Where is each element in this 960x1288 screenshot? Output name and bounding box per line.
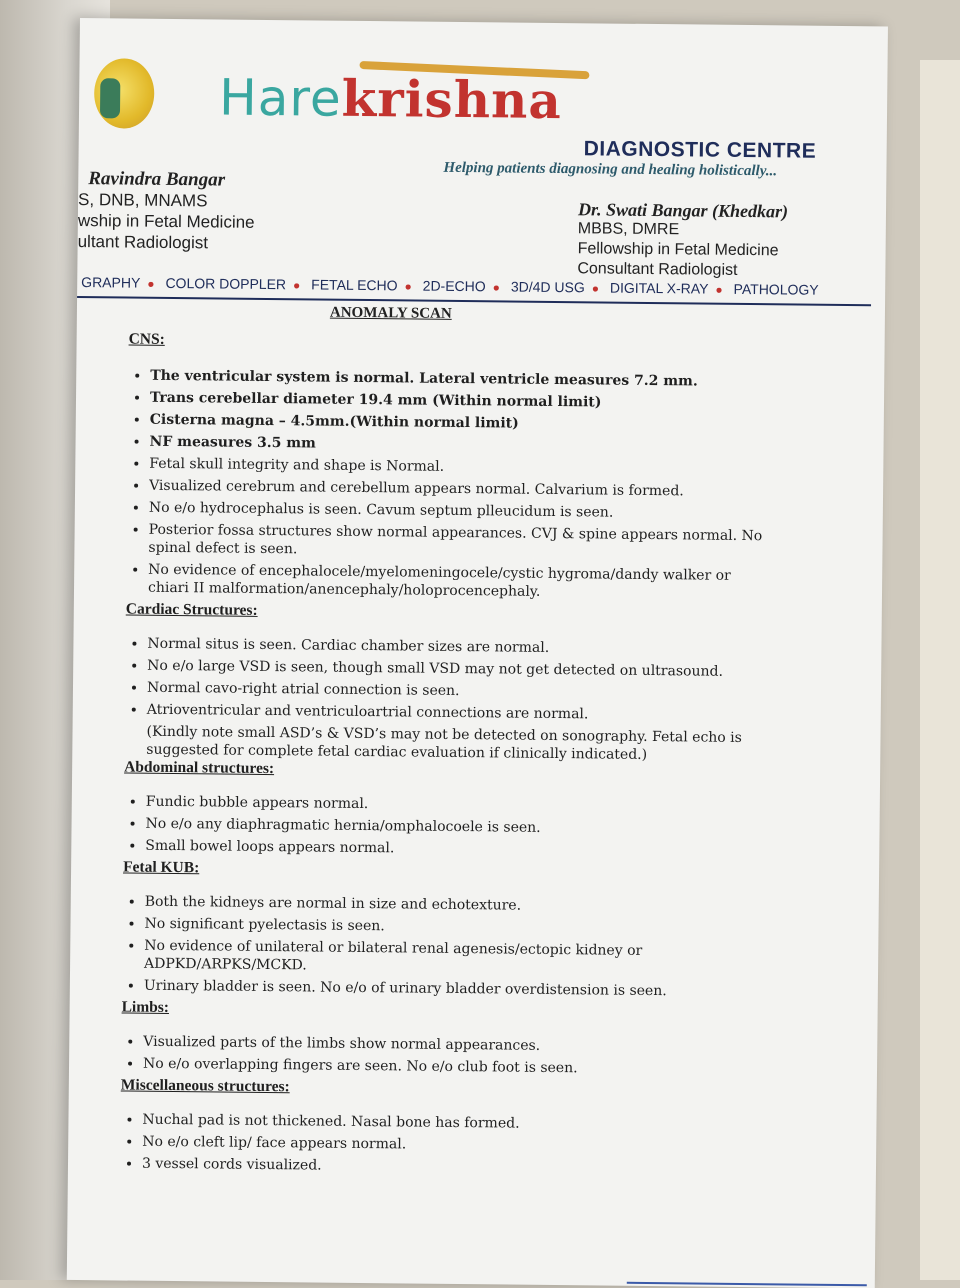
cardiac-note: (Kindly note small ASD’s & VSD’s may not be detected on sonography. Fetal echo is suggested for complete fetal cardiac evaluation if clinically indicated.) [146,723,742,763]
brand-name [219,67,562,130]
centre-name: DIAGNOSTIC CENTRE [583,137,817,163]
abdominal-list [123,793,764,862]
list-item: • The ventricular system is normal. Lateral ventricle measures 7.2 mm. [150,367,768,391]
list-item: • Normal situs is seen. Cardiac chamber sizes are normal. [147,635,765,659]
list-item: • No e/o hydrocephalus is seen. Cavum septum plleucidum is seen. [149,499,767,523]
service-item: DIGITAL X-RAY [609,279,709,297]
list-item: • NF measures 3.5 mm [149,433,767,457]
list-item: • Posterior fossa structures show normal appearances. CVJ & spine appears normal. No spinal defect is seen. [148,521,766,563]
service-item: GRAPHY [81,274,141,291]
doctor-right-block [577,199,788,281]
krishna-logo-icon [94,58,155,129]
doctor-left-block [78,168,299,254]
list-item: • Atrioventricular and ventriculoartrial connections are normal. [147,701,765,725]
footer-rule [627,1282,867,1287]
section-heading-abdominal: Abdominal structures: [124,758,275,778]
service-item: PATHOLOGY [733,280,819,298]
section-heading-misc: Miscellaneous structures: [120,1076,290,1096]
list-item: • Cisterna magna – 4.5mm.(Within normal limit) [150,411,768,435]
service-item: FETAL ECHO [311,276,398,294]
list-item: • Nuchal pad is not thickened. Nasal bone has formed. [142,1111,760,1135]
list-item: • No evidence of unilateral or bilateral renal agenesis/ectopic kidney or ADPKD/ARPKS/MCKD. [144,937,762,979]
list-item: • Normal cavo-right atrial connection is seen. [147,679,765,703]
section-heading-kub: Fetal KUB: [123,858,200,877]
doctor-right-fellowship: Fellowship in Fetal Medicine [577,240,779,260]
doctor-left-role: ultant Radiologist [77,231,209,253]
cns-list [126,367,768,604]
section-heading-limbs: Limbs: [121,998,170,1016]
list-item: • 3 vessel cords visualized. [142,1155,760,1179]
list-item: • Visualized parts of the limbs show normal appearances. [143,1033,761,1057]
limbs-list [121,1032,761,1079]
kub-list [122,892,763,1001]
section-heading-cns: CNS: [128,330,165,348]
doctor-left-name: Ravindra Bangar [88,168,226,191]
tagline: Helping patients diagnosing and healing holistically... [443,159,778,180]
service-item: 3D/4D USG [510,278,585,296]
brand-krishna: krishna [341,68,563,131]
list-item: • Urinary bladder is seen. No e/o of urinary bladder overdistension is seen. [144,977,762,1001]
report-title: ANOMALY SCAN [329,304,452,322]
list-item: • No e/o cleft lip/ face appears normal. [142,1133,760,1157]
brand-hare: Hare [218,68,342,128]
list-item: • No e/o any diaphragmatic hernia/omphalocoele is seen. [145,815,763,839]
list-item: • No significant pyelectasis is seen. [144,915,762,939]
list-item: • Small bowel loops appears normal. [145,837,763,861]
list-item: • Trans cerebellar diameter 19.4 mm (Within normal limit) [150,389,768,413]
misc-list [120,1110,761,1179]
report-paper [67,18,888,1288]
list-item: • No e/o large VSD is seen, though small VSD may not get detected on ultrasound. [147,657,765,681]
folder-edge [920,60,960,1280]
doctor-right-name: Dr. Swati Bangar (Khedkar) [577,199,789,222]
list-item: • Both the kidneys are normal in size and echotexture. [145,893,763,917]
list-item: • Fundic bubble appears normal. [146,793,764,817]
list-item: • Fetal skull integrity and shape is Normal. [149,455,767,479]
service-item: 2D-ECHO [422,277,486,295]
section-heading-cardiac: Cardiac Structures: [125,600,258,619]
list-item: • Visualized cerebrum and cerebellum appears normal. Calvarium is formed. [149,477,767,501]
doctor-right-degree: MBBS, DMRE [577,220,680,239]
report-content [120,331,769,1184]
cardiac-list [125,635,766,726]
doctor-left-degree: S, DNB, MNAMS [77,189,208,211]
doctor-left-fellowship: wship in Fetal Medicine [77,210,255,232]
list-item: • No e/o overlapping fingers are seen. No e/o club foot is seen. [143,1055,761,1079]
list-item: • No evidence of encephalocele/myelomeningocele/cystic hygroma/dandy walker or chiari II malformation/anencephaly/holoprocencephaly. [148,561,766,603]
service-item: COLOR DOPPLER [165,274,287,293]
doctor-right-role: Consultant Radiologist [577,260,738,279]
services-bar: GRAPHY ● COLOR DOPPLER ● FETAL ECHO ● 2D-ECHO ● 3D/4D USG ● DIGITAL X-RAY ● PATHOLOGY [77,268,871,306]
